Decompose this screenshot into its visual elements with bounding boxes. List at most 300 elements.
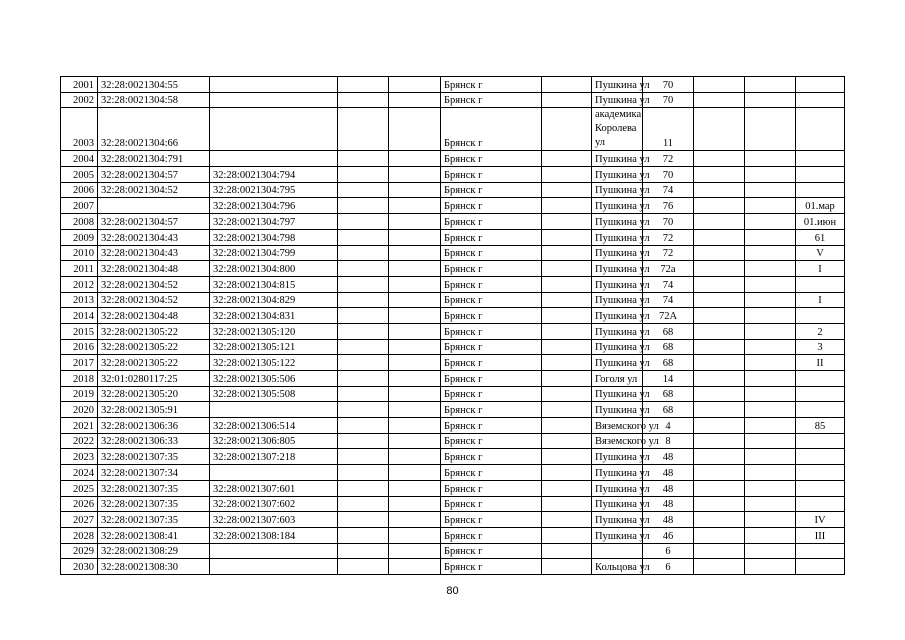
- empty-cell: [745, 151, 796, 167]
- unit-cell: II: [796, 355, 845, 371]
- cadastral-number-2-cell: 32:28:0021305:122: [210, 355, 338, 371]
- empty-cell: [338, 292, 389, 308]
- cadastral-number-2-cell: 32:28:0021307:603: [210, 512, 338, 528]
- empty-cell: [542, 371, 592, 387]
- unit-cell: 01.мар: [796, 198, 845, 214]
- row-number-cell: 2010: [61, 245, 98, 261]
- empty-cell: [542, 355, 592, 371]
- page-number: 80: [446, 585, 459, 597]
- house-number-cell: 70: [643, 77, 694, 93]
- empty-cell: [338, 198, 389, 214]
- cadastral-number-2-cell: [210, 151, 338, 167]
- cadastral-number-2-cell: 32:28:0021304:794: [210, 167, 338, 183]
- street-cell: [592, 543, 643, 559]
- cadastral-number-2-cell: 32:28:0021304:799: [210, 245, 338, 261]
- unit-cell: [796, 559, 845, 575]
- street-cell: Пушкина ул: [592, 167, 643, 183]
- city-cell: Брянск г: [441, 92, 542, 108]
- cadastral-number-2-cell: 32:28:0021304:796: [210, 198, 338, 214]
- unit-cell: [796, 465, 845, 481]
- street-cell: академика Королева ул: [592, 108, 643, 151]
- empty-cell: [694, 92, 745, 108]
- empty-cell: [694, 559, 745, 575]
- empty-cell: [389, 292, 441, 308]
- cadastral-number-cell: 32:28:0021307:35: [98, 480, 210, 496]
- cadastral-number-cell: 32:28:0021308:41: [98, 527, 210, 543]
- empty-cell: [389, 339, 441, 355]
- empty-cell: [338, 543, 389, 559]
- unit-cell: [796, 276, 845, 292]
- table-row: [61, 355, 845, 371]
- row-number-cell: 2001: [61, 77, 98, 93]
- street-cell: Пушкина ул: [592, 77, 643, 93]
- empty-cell: [542, 276, 592, 292]
- city-cell: Брянск г: [441, 371, 542, 387]
- house-number-cell: 48: [643, 496, 694, 512]
- cadastral-number-cell: 32:28:0021304:791: [98, 151, 210, 167]
- street-cell: Пушкина ул: [592, 512, 643, 528]
- cadastral-number-2-cell: [210, 108, 338, 151]
- empty-cell: [745, 371, 796, 387]
- street-cell: Пушкина ул: [592, 527, 643, 543]
- empty-cell: [542, 308, 592, 324]
- empty-cell: [542, 229, 592, 245]
- empty-cell: [389, 480, 441, 496]
- unit-cell: 2: [796, 323, 845, 339]
- empty-cell: [338, 339, 389, 355]
- unit-cell: 3: [796, 339, 845, 355]
- house-number-cell: 68: [643, 355, 694, 371]
- cadastral-number-cell: 32:28:0021304:48: [98, 308, 210, 324]
- empty-cell: [542, 151, 592, 167]
- empty-cell: [389, 559, 441, 575]
- unit-cell: IV: [796, 512, 845, 528]
- house-number-cell: 48: [643, 480, 694, 496]
- empty-cell: [338, 92, 389, 108]
- empty-cell: [745, 559, 796, 575]
- house-number-cell: 68: [643, 386, 694, 402]
- city-cell: Брянск г: [441, 355, 542, 371]
- empty-cell: [338, 386, 389, 402]
- cadastral-number-2-cell: [210, 465, 338, 481]
- city-cell: Брянск г: [441, 308, 542, 324]
- unit-cell: [796, 151, 845, 167]
- city-cell: Брянск г: [441, 167, 542, 183]
- cadastral-number-cell: 32:28:0021305:22: [98, 339, 210, 355]
- empty-cell: [745, 402, 796, 418]
- empty-cell: [694, 182, 745, 198]
- empty-cell: [745, 496, 796, 512]
- house-number-cell: 72: [643, 151, 694, 167]
- empty-cell: [745, 480, 796, 496]
- empty-cell: [745, 386, 796, 402]
- empty-cell: [542, 323, 592, 339]
- table-row: [61, 151, 845, 167]
- empty-cell: [745, 449, 796, 465]
- unit-cell: [796, 308, 845, 324]
- house-number-cell: 72а: [643, 261, 694, 277]
- street-cell: Пушкина ул: [592, 151, 643, 167]
- city-cell: Брянск г: [441, 198, 542, 214]
- empty-cell: [542, 245, 592, 261]
- cadastral-number-2-cell: 32:28:0021304:815: [210, 276, 338, 292]
- empty-cell: [389, 167, 441, 183]
- empty-cell: [745, 527, 796, 543]
- city-cell: Брянск г: [441, 543, 542, 559]
- table-row: [61, 433, 845, 449]
- row-number-cell: 2017: [61, 355, 98, 371]
- empty-cell: [745, 108, 796, 151]
- street-cell: Пушкина ул: [592, 449, 643, 465]
- empty-cell: [389, 276, 441, 292]
- empty-cell: [542, 418, 592, 434]
- empty-cell: [694, 323, 745, 339]
- empty-cell: [745, 276, 796, 292]
- house-number-cell: 76: [643, 198, 694, 214]
- cadastral-number-cell: 32:28:0021304:48: [98, 261, 210, 277]
- empty-cell: [694, 108, 745, 151]
- empty-cell: [694, 245, 745, 261]
- row-number-cell: 2002: [61, 92, 98, 108]
- row-number-cell: 2015: [61, 323, 98, 339]
- cadastral-number-cell: 32:28:0021304:43: [98, 245, 210, 261]
- empty-cell: [542, 339, 592, 355]
- table-row: [61, 182, 845, 198]
- empty-cell: [389, 371, 441, 387]
- table-row: [61, 527, 845, 543]
- table-row: [61, 167, 845, 183]
- row-number-cell: 2018: [61, 371, 98, 387]
- street-cell: Пушкина ул: [592, 480, 643, 496]
- row-number-cell: 2025: [61, 480, 98, 496]
- registry-table: [60, 76, 845, 575]
- house-number-cell: 72: [643, 229, 694, 245]
- unit-cell: 85: [796, 418, 845, 434]
- cadastral-number-2-cell: 32:28:0021307:602: [210, 496, 338, 512]
- empty-cell: [694, 151, 745, 167]
- empty-cell: [694, 355, 745, 371]
- city-cell: Брянск г: [441, 433, 542, 449]
- empty-cell: [389, 465, 441, 481]
- empty-cell: [745, 355, 796, 371]
- house-number-cell: 68: [643, 323, 694, 339]
- empty-cell: [338, 480, 389, 496]
- row-number-cell: 2004: [61, 151, 98, 167]
- empty-cell: [542, 433, 592, 449]
- empty-cell: [745, 465, 796, 481]
- street-cell: Пушкина ул: [592, 245, 643, 261]
- table-row: [61, 371, 845, 387]
- city-cell: Брянск г: [441, 323, 542, 339]
- empty-cell: [745, 214, 796, 230]
- city-cell: Брянск г: [441, 229, 542, 245]
- cadastral-number-cell: 32:28:0021305:22: [98, 323, 210, 339]
- empty-cell: [389, 402, 441, 418]
- table-row: [61, 543, 845, 559]
- empty-cell: [694, 449, 745, 465]
- empty-cell: [389, 433, 441, 449]
- empty-cell: [338, 433, 389, 449]
- table-row: [61, 229, 845, 245]
- empty-cell: [694, 371, 745, 387]
- empty-cell: [389, 92, 441, 108]
- empty-cell: [745, 245, 796, 261]
- empty-cell: [745, 339, 796, 355]
- empty-cell: [389, 418, 441, 434]
- cadastral-number-cell: 32:28:0021305:22: [98, 355, 210, 371]
- empty-cell: [542, 480, 592, 496]
- empty-cell: [389, 355, 441, 371]
- table-row: [61, 276, 845, 292]
- empty-cell: [745, 167, 796, 183]
- empty-cell: [389, 182, 441, 198]
- empty-cell: [542, 402, 592, 418]
- table-row: [61, 308, 845, 324]
- cadastral-number-2-cell: [210, 559, 338, 575]
- empty-cell: [694, 418, 745, 434]
- empty-cell: [694, 308, 745, 324]
- empty-cell: [694, 339, 745, 355]
- empty-cell: [389, 198, 441, 214]
- house-number-cell: 72А: [643, 308, 694, 324]
- empty-cell: [745, 512, 796, 528]
- street-cell: Вяземского ул: [592, 433, 643, 449]
- empty-cell: [338, 276, 389, 292]
- table-row: [61, 512, 845, 528]
- cadastral-number-2-cell: 32:28:0021306:514: [210, 418, 338, 434]
- house-number-cell: 48: [643, 512, 694, 528]
- city-cell: Брянск г: [441, 386, 542, 402]
- city-cell: Брянск г: [441, 245, 542, 261]
- empty-cell: [338, 151, 389, 167]
- empty-cell: [694, 496, 745, 512]
- street-cell: Пушкина ул: [592, 323, 643, 339]
- cadastral-number-cell: [98, 198, 210, 214]
- cadastral-number-2-cell: 32:28:0021307:218: [210, 449, 338, 465]
- house-number-cell: 72: [643, 245, 694, 261]
- unit-cell: [796, 108, 845, 151]
- empty-cell: [694, 512, 745, 528]
- empty-cell: [338, 182, 389, 198]
- empty-cell: [542, 77, 592, 93]
- empty-cell: [389, 261, 441, 277]
- cadastral-number-2-cell: 32:28:0021304:831: [210, 308, 338, 324]
- empty-cell: [389, 308, 441, 324]
- city-cell: Брянск г: [441, 292, 542, 308]
- empty-cell: [338, 371, 389, 387]
- house-number-cell: 74: [643, 276, 694, 292]
- cadastral-number-2-cell: [210, 92, 338, 108]
- city-cell: Брянск г: [441, 261, 542, 277]
- table-row: [61, 559, 845, 575]
- table-row: [61, 198, 845, 214]
- table-row: [61, 214, 845, 230]
- row-number-cell: 2021: [61, 418, 98, 434]
- unit-cell: [796, 543, 845, 559]
- unit-cell: I: [796, 292, 845, 308]
- empty-cell: [389, 323, 441, 339]
- cadastral-number-cell: 32:28:0021307:34: [98, 465, 210, 481]
- table-row: [61, 108, 845, 151]
- empty-cell: [338, 261, 389, 277]
- cadastral-number-cell: 32:28:0021304:55: [98, 77, 210, 93]
- cadastral-number-cell: 32:28:0021307:35: [98, 512, 210, 528]
- empty-cell: [338, 108, 389, 151]
- house-number-cell: 8: [643, 433, 694, 449]
- row-number-cell: 2019: [61, 386, 98, 402]
- cadastral-number-2-cell: 32:28:0021304:798: [210, 229, 338, 245]
- empty-cell: [745, 323, 796, 339]
- city-cell: Брянск г: [441, 108, 542, 151]
- house-number-cell: 70: [643, 214, 694, 230]
- street-cell: Гоголя ул: [592, 371, 643, 387]
- empty-cell: [389, 245, 441, 261]
- empty-cell: [694, 292, 745, 308]
- empty-cell: [694, 198, 745, 214]
- house-number-cell: 70: [643, 92, 694, 108]
- street-cell: Пушкина ул: [592, 261, 643, 277]
- empty-cell: [389, 229, 441, 245]
- street-cell: Пушкина ул: [592, 92, 643, 108]
- unit-cell: [796, 480, 845, 496]
- empty-cell: [338, 323, 389, 339]
- street-cell: Пушкина ул: [592, 386, 643, 402]
- row-number-cell: 2020: [61, 402, 98, 418]
- cadastral-number-cell: 32:28:0021304:43: [98, 229, 210, 245]
- row-number-cell: 2008: [61, 214, 98, 230]
- street-cell: Пушкина ул: [592, 465, 643, 481]
- unit-cell: [796, 182, 845, 198]
- house-number-cell: 46: [643, 527, 694, 543]
- unit-cell: [796, 433, 845, 449]
- empty-cell: [389, 77, 441, 93]
- empty-cell: [338, 449, 389, 465]
- city-cell: Брянск г: [441, 527, 542, 543]
- empty-cell: [542, 496, 592, 512]
- row-number-cell: 2027: [61, 512, 98, 528]
- empty-cell: [694, 386, 745, 402]
- house-number-cell: 48: [643, 449, 694, 465]
- city-cell: Брянск г: [441, 276, 542, 292]
- cadastral-number-2-cell: [210, 543, 338, 559]
- empty-cell: [389, 449, 441, 465]
- house-number-cell: 6: [643, 543, 694, 559]
- house-number-cell: 14: [643, 371, 694, 387]
- table-row: [61, 402, 845, 418]
- city-cell: Брянск г: [441, 418, 542, 434]
- empty-cell: [745, 292, 796, 308]
- cadastral-number-cell: 32:28:0021306:33: [98, 433, 210, 449]
- table-row: [61, 77, 845, 93]
- city-cell: Брянск г: [441, 496, 542, 512]
- empty-cell: [745, 182, 796, 198]
- unit-cell: [796, 92, 845, 108]
- empty-cell: [389, 543, 441, 559]
- unit-cell: III: [796, 527, 845, 543]
- house-number-cell: 4: [643, 418, 694, 434]
- street-cell: Пушкина ул: [592, 229, 643, 245]
- table-row: [61, 245, 845, 261]
- row-number-cell: 2011: [61, 261, 98, 277]
- table-row: [61, 418, 845, 434]
- unit-cell: [796, 496, 845, 512]
- city-cell: Брянск г: [441, 449, 542, 465]
- cadastral-number-cell: 32:28:0021307:35: [98, 496, 210, 512]
- table-row: [61, 386, 845, 402]
- unit-cell: [796, 386, 845, 402]
- cadastral-number-2-cell: 32:28:0021305:508: [210, 386, 338, 402]
- table-row: [61, 496, 845, 512]
- row-number-cell: 2007: [61, 198, 98, 214]
- unit-cell: [796, 371, 845, 387]
- cadastral-number-2-cell: 32:28:0021304:795: [210, 182, 338, 198]
- empty-cell: [338, 527, 389, 543]
- cadastral-number-cell: 32:28:0021305:20: [98, 386, 210, 402]
- empty-cell: [338, 512, 389, 528]
- city-cell: Брянск г: [441, 77, 542, 93]
- street-cell: Пушкина ул: [592, 355, 643, 371]
- cadastral-number-2-cell: 32:28:0021304:800: [210, 261, 338, 277]
- empty-cell: [694, 543, 745, 559]
- empty-cell: [745, 418, 796, 434]
- empty-cell: [694, 276, 745, 292]
- empty-cell: [745, 543, 796, 559]
- empty-cell: [542, 465, 592, 481]
- empty-cell: [745, 198, 796, 214]
- row-number-cell: 2012: [61, 276, 98, 292]
- unit-cell: 61: [796, 229, 845, 245]
- empty-cell: [338, 308, 389, 324]
- cadastral-number-cell: 32:28:0021306:36: [98, 418, 210, 434]
- street-cell: Пушкина ул: [592, 182, 643, 198]
- street-cell: Кольцова ул: [592, 559, 643, 575]
- city-cell: Брянск г: [441, 339, 542, 355]
- row-number-cell: 2003: [61, 108, 98, 151]
- empty-cell: [542, 559, 592, 575]
- empty-cell: [338, 402, 389, 418]
- cadastral-number-2-cell: 32:28:0021304:829: [210, 292, 338, 308]
- empty-cell: [542, 527, 592, 543]
- empty-cell: [542, 214, 592, 230]
- cadastral-number-cell: 32:28:0021307:35: [98, 449, 210, 465]
- empty-cell: [542, 108, 592, 151]
- empty-cell: [694, 433, 745, 449]
- street-cell: Пушкина ул: [592, 198, 643, 214]
- table-row: [61, 449, 845, 465]
- row-number-cell: 2005: [61, 167, 98, 183]
- city-cell: Брянск г: [441, 465, 542, 481]
- empty-cell: [745, 308, 796, 324]
- empty-cell: [338, 229, 389, 245]
- unit-cell: V: [796, 245, 845, 261]
- empty-cell: [338, 167, 389, 183]
- empty-cell: [542, 182, 592, 198]
- cadastral-number-2-cell: 32:28:0021304:797: [210, 214, 338, 230]
- cadastral-number-2-cell: 32:28:0021305:506: [210, 371, 338, 387]
- unit-cell: 01.июн: [796, 214, 845, 230]
- street-cell: Пушкина ул: [592, 339, 643, 355]
- house-number-cell: 68: [643, 402, 694, 418]
- cadastral-number-2-cell: [210, 402, 338, 418]
- unit-cell: I: [796, 261, 845, 277]
- table-row: [61, 92, 845, 108]
- empty-cell: [389, 214, 441, 230]
- city-cell: Брянск г: [441, 402, 542, 418]
- table-row: [61, 323, 845, 339]
- cadastral-number-cell: 32:28:0021304:66: [98, 108, 210, 151]
- empty-cell: [542, 512, 592, 528]
- table-row: [61, 261, 845, 277]
